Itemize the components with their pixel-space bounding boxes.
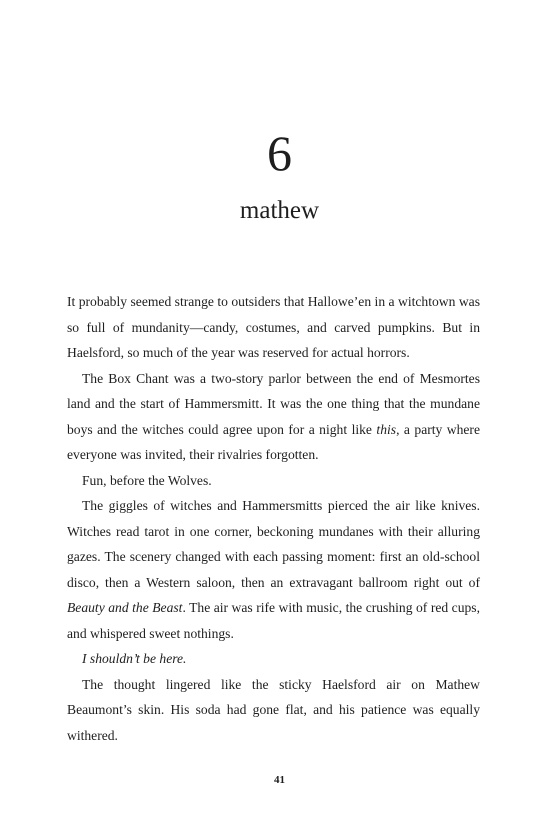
chapter-number: 6 bbox=[267, 125, 292, 181]
text-run: The Box Chant was a two-story parlor between the end of Mesmortes land and the start of Hammersmitt. It was the one thing that the mundane boys and the witches could agree upon for a night like bbox=[67, 370, 480, 437]
chapter-title: mathew bbox=[239, 197, 320, 224]
text-run: Fun, before the Wolves. bbox=[82, 472, 212, 488]
text-run: . The air was rife with music, the crushing of red cups, and whispered sweet nothings. bbox=[67, 600, 480, 641]
paragraph-6 bbox=[67, 672, 480, 749]
paragraph-4 bbox=[67, 493, 480, 646]
page-number: 41 bbox=[274, 774, 285, 786]
paragraph-1 bbox=[67, 289, 480, 366]
text-run: , a party where everyone was invited, their rivalries forgotten. bbox=[67, 421, 480, 462]
paragraph-5 bbox=[67, 646, 480, 672]
italic-run: Beauty and the Beast bbox=[67, 600, 183, 615]
italic-run: this bbox=[376, 421, 397, 437]
paragraph-3 bbox=[67, 468, 480, 494]
text-run: The thought lingered like the sticky Haelsford air on Mathew Beaumont’s skin. His soda had gone flat, and his patience was equally withered. bbox=[67, 676, 480, 743]
text-run: It probably seemed strange to outsiders that Hallowe’en in a witchtown was so full of mundanity—candy, costumes, and carved pumpkins. But in Haelsford, so much of the year was reserved for actual horrors. bbox=[67, 294, 480, 360]
paragraph-2 bbox=[67, 366, 480, 468]
body-text bbox=[67, 289, 480, 748]
italic-run: I shouldn’t be here. bbox=[82, 651, 187, 666]
text-run: The giggles of witches and Hammersmitts pierced the air like knives. Witches read tarot in one corner, beckoning mundanes with their alluring gazes. The scenery changed with each passing moment: first an old-school disco, then a Western saloon, then an extravagant ballroom right out of bbox=[67, 498, 480, 590]
